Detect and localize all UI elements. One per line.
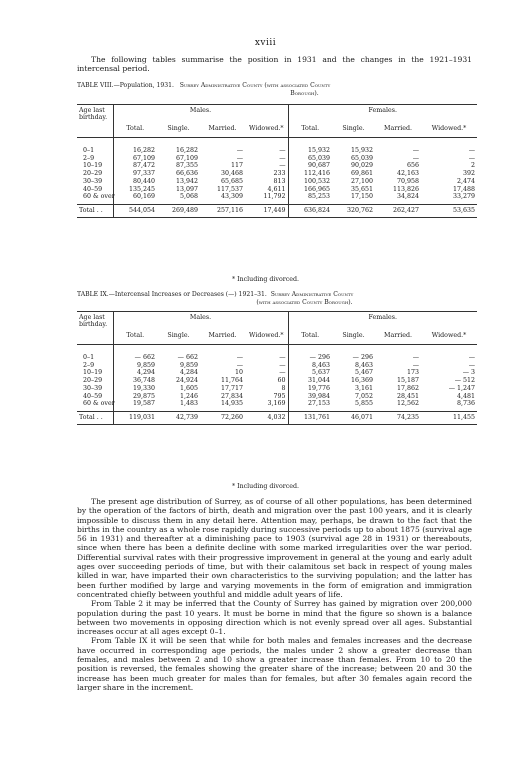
table9-value-cell: 16,369 (350, 377, 373, 385)
table8-value-cell: — (245, 162, 288, 170)
table9-value-cell: 28,451 (396, 392, 419, 400)
table9-age-header: Age last birthday. (77, 312, 113, 345)
table8-row (77, 186, 477, 194)
table9-age-cell: 10–19 (77, 369, 113, 377)
table9-total-cell: 11,455 (421, 411, 477, 424)
table9-value-cell: — 296 (309, 354, 330, 361)
table9-value-cell: 3,161 (354, 384, 373, 392)
table8-age-cell: 30–39 (77, 178, 113, 186)
table8-value-cell: 85,253 (307, 193, 330, 201)
table8-value-cell: 87,355 (175, 162, 198, 170)
intro-paragraph: The following tables summarise the position in 1931 and the changes in the 1921–1931 intercensal period. (77, 55, 472, 74)
table9-col-header: Total. (113, 327, 157, 345)
table9-caption (77, 291, 472, 307)
table9-col-header: Single. (332, 327, 375, 345)
table9-value-cell: 4,284 (179, 369, 198, 377)
table8-value-cell: 69,861 (350, 170, 373, 178)
table8-total-cell: 262,427 (375, 204, 421, 217)
table8-value-cell: 17,150 (350, 193, 373, 201)
table9-age-cell: 20–29 (77, 377, 113, 385)
table8-caption-subject: Surrey Administrative County (with associated County (179, 82, 331, 89)
table8-age-cell: 0–1 (77, 138, 113, 155)
table9-value-cell: 10 (234, 369, 243, 377)
table8-value-cell: 80,440 (132, 177, 155, 185)
table8-value-cell: 65,039 (350, 154, 373, 162)
table9-females-header: Females. (288, 312, 477, 328)
table9-value-cell: 1,605 (179, 384, 198, 392)
table8-value-cell: 117,537 (216, 185, 243, 193)
table9-value-cell: 173 (406, 369, 419, 377)
table9-value-cell: 4,481 (456, 392, 476, 400)
table9-value-cell: 19,776 (307, 384, 330, 392)
table9-value-cell: 1,246 (179, 392, 198, 400)
table9-footnote: * Including divorced. (231, 483, 300, 490)
table8-age-cell: 2–9 (77, 155, 113, 163)
table8-age-cell: 40–59 (77, 186, 113, 194)
table9-age-cell: 40–59 (77, 393, 113, 401)
table8-value-cell: 70,958 (396, 177, 419, 185)
table9-total-cell: 42,739 (157, 411, 200, 424)
table9-value-cell: 19,330 (132, 384, 155, 392)
table9-value-cell: 7,052 (354, 392, 373, 400)
table8-total-cell: 269,489 (157, 204, 200, 217)
table9-value-cell: 60 (245, 377, 288, 385)
table8-value-cell: — (245, 155, 288, 163)
table8-row (77, 170, 477, 178)
table8-row (77, 178, 477, 186)
table8-total-cell: 544,054 (113, 204, 157, 217)
table8-value-cell: 65,039 (307, 154, 330, 162)
table8-value-cell: 16,282 (132, 147, 155, 154)
table9-total-cell: 72,260 (200, 411, 245, 424)
table8-col-header: Single. (332, 120, 375, 138)
table8-value-cell: 5,068 (179, 193, 198, 201)
table9-value-cell: — (245, 362, 288, 370)
table9-value-cell: — (245, 369, 288, 377)
table8-caption-title: TABLE VIII.—Population, 1931. (77, 82, 174, 89)
table9-caption-cont: (with associated County Borough). (256, 299, 353, 306)
table9-males-header: Males. (113, 312, 288, 328)
table8-value-cell: 97,337 (132, 170, 155, 178)
table9-value-cell: 9,859 (179, 361, 198, 369)
table8-value-cell: — (236, 147, 243, 154)
table8-col-header: Widowed.* (245, 120, 288, 138)
table9-value-cell: 11,764 (220, 377, 243, 385)
table8-value-cell: 813 (245, 178, 288, 186)
table9-value-cell: 19,587 (132, 400, 155, 408)
table9-value-cell: — (412, 354, 419, 361)
table9-value-cell: 8,736 (456, 400, 476, 408)
table9-body (77, 345, 477, 425)
table8-value-cell: — (245, 138, 288, 155)
table9-value-cell: 27,153 (307, 400, 330, 408)
table9-age-cell: 2–9 (77, 362, 113, 370)
table8-value-cell: 117 (230, 162, 243, 170)
table8-caption (77, 82, 472, 98)
table9-total-cell: 4,032 (245, 411, 288, 424)
table9-total-cell: 74,235 (375, 411, 421, 424)
table9-value-cell: — 512 (454, 377, 476, 385)
table8-value-cell: — (236, 154, 243, 162)
table8-col-headers (77, 120, 477, 138)
table9-caption-title: TABLE IX.—Intercensal Increases or Decreases (—) 1921–31. (77, 291, 267, 298)
table8-value-cell: 34,824 (396, 193, 419, 201)
table8-col-header: Total. (113, 120, 157, 138)
table9-row (77, 362, 477, 370)
table8-total-label: Total . . (77, 204, 113, 217)
table9-row (77, 393, 477, 401)
table8-value-cell: — (412, 154, 419, 162)
table8-body (77, 138, 477, 218)
table8-age-header: Age last birthday. (77, 105, 113, 138)
table8-value-cell: 43,309 (220, 193, 243, 201)
table8-value-cell: 42,163 (396, 170, 419, 178)
table8-value-cell: 16,282 (175, 147, 198, 154)
table9-value-cell: — 296 (352, 354, 373, 361)
table8-row (77, 138, 477, 155)
paragraph-table9-analysis: From Table IX it will be seen that while for both males and females increases and the decrease have occurred in corresponding age periods, the males under 2 show a greater decrease than females, and males between 2 and 10 show a greater increase than females. From 10 to 20 the position is reversed, the females showing the greater share of the increase; between 20 and 30 the increase has been much greater for males than for females, but after 30 females again record the larger share in the increment. (77, 636, 472, 692)
table8-value-cell: 135,245 (128, 185, 155, 193)
table8-row (77, 155, 477, 163)
table9-value-cell: — (245, 345, 288, 362)
table8-value-cell: 67,109 (132, 154, 155, 162)
body-text (77, 497, 472, 692)
table8-row (77, 162, 477, 170)
table8-value-cell: 66,636 (175, 170, 198, 178)
table9-row (77, 377, 477, 385)
table9-value-cell: 795 (245, 393, 288, 401)
table9-value-cell: — 1,247 (448, 384, 476, 392)
table8-value-cell: 27,100 (350, 177, 373, 185)
table9-value-cell: 31,044 (307, 377, 330, 385)
table9-value-cell: — (236, 354, 243, 361)
table9-value-cell: — 662 (177, 354, 198, 361)
table9-value-cell: 9,859 (136, 361, 155, 369)
table9-value-cell: — (236, 361, 243, 369)
table8-value-cell: — (412, 147, 419, 154)
table9-age-cell: 0–1 (77, 345, 113, 362)
table9-row (77, 400, 477, 411)
table8-value-cell: 15,932 (350, 147, 373, 154)
table8-value-cell: 13,097 (175, 185, 198, 193)
paragraph-migration: From Table 2 it may be inferred that the County of Surrey has gained by migration over 200,000 population during the past 10 years. It must be borne in mind that the figure so shown is a balance between two movements in opposing direction which is not evenly spread over all ages. Substantial increases occur at all ages except 0–1. (77, 599, 472, 637)
table8-value-cell: 67,109 (175, 154, 198, 162)
table9-row (77, 385, 477, 393)
table9-total-cell: 131,761 (288, 411, 332, 424)
table8-value-cell: 87,472 (132, 162, 155, 170)
table8-value-cell: 13,942 (175, 177, 198, 185)
table8-value-cell: 65,685 (220, 177, 243, 185)
table9-value-cell: — (412, 361, 419, 369)
table8-value-cell: 11,792 (245, 193, 288, 204)
table8-col-header: Married. (375, 120, 421, 138)
table8-value-cell: 60,169 (132, 193, 155, 201)
table8-col-header: Married. (200, 120, 245, 138)
table8-caption-cont: Borough). (290, 90, 319, 97)
table8-total-cell: 257,116 (200, 204, 245, 217)
table9-col-header: Widowed.* (245, 327, 288, 345)
table9-total-row (77, 411, 477, 424)
table8-total-cell: 320,762 (332, 204, 375, 217)
table9-value-cell: 17,862 (396, 384, 419, 392)
table9-row (77, 369, 477, 377)
table9-total-cell: 119,031 (113, 411, 157, 424)
table8-value-cell: — (468, 147, 476, 154)
table8-col-header: Total. (288, 120, 332, 138)
table9-value-cell: — 3 (462, 369, 476, 377)
table8-value-cell: 166,965 (303, 185, 330, 193)
table8-value-cell: 4,611 (245, 186, 288, 194)
table9-row (77, 345, 477, 362)
table9-value-cell: 29,875 (132, 392, 155, 400)
table9-value-cell: 8,463 (354, 361, 373, 369)
table9-col-headers (77, 327, 477, 345)
table9-value-cell: 5,855 (354, 400, 373, 408)
table9-value-cell: 5,637 (311, 369, 330, 377)
table8-value-cell: 233 (245, 170, 288, 178)
table8 (77, 104, 477, 218)
table8-age-cell: 60 & over (77, 193, 113, 204)
table8-value-cell: — (468, 154, 476, 162)
table8-value-cell: 33,279 (452, 193, 476, 201)
table9-value-cell: 27,834 (220, 392, 243, 400)
table8-value-cell: 30,468 (220, 170, 243, 178)
table8-age-cell: 20–29 (77, 170, 113, 178)
table9-value-cell: — (468, 354, 476, 361)
table8-value-cell: 90,687 (307, 162, 330, 170)
table8-value-cell: 15,932 (307, 147, 330, 154)
table8-total-row (77, 204, 477, 217)
table8-males-header: Males. (113, 105, 288, 121)
table8-value-cell: 100,532 (303, 177, 330, 185)
table8-total-cell: 636,824 (288, 204, 332, 217)
table9-caption-subject: Surrey Administrative County (270, 291, 354, 298)
table8-value-cell: 17,488 (452, 185, 476, 193)
table8-total-cell: 53,635 (421, 204, 477, 217)
table9-value-cell: 12,562 (396, 400, 419, 408)
table9-value-cell: 39,984 (307, 392, 330, 400)
table8-col-header: Widowed.* (421, 120, 477, 138)
table9-value-cell: 14,935 (220, 400, 243, 408)
table9-total-cell: 46,071 (332, 411, 375, 424)
table9-value-cell: — 662 (134, 354, 155, 361)
table9-total-label: Total . . (77, 411, 113, 424)
table9-value-cell: 8 (245, 385, 288, 393)
table9-age-cell: 30–39 (77, 385, 113, 393)
table9-value-cell: 1,483 (179, 400, 198, 408)
table8-value-cell: 112,416 (303, 170, 330, 178)
table8-value-cell: 113,826 (392, 185, 419, 193)
table8-value-cell: 35,651 (350, 185, 373, 193)
table9-col-header: Single. (157, 327, 200, 345)
table9-col-header: Total. (288, 327, 332, 345)
table8-age-cell: 10–19 (77, 162, 113, 170)
table9-col-header: Married. (375, 327, 421, 345)
table9-value-cell: 3,169 (245, 400, 288, 411)
table9-value-cell: 36,748 (132, 377, 155, 385)
table9-value-cell: 17,717 (220, 384, 243, 392)
table8-footnote: * Including divorced. (231, 276, 300, 283)
table8-value-cell: 90,029 (350, 162, 373, 170)
table9-value-cell: 8,463 (311, 361, 330, 369)
page-number: xviii (254, 38, 277, 48)
table8-value-cell: 2,474 (456, 177, 476, 185)
table9-value-cell: 15,187 (396, 377, 419, 385)
table9-value-cell: 4,294 (136, 369, 155, 377)
table8-row (77, 193, 477, 204)
table9-age-cell: 60 & over (77, 400, 113, 411)
table9-col-header: Married. (200, 327, 245, 345)
table8-value-cell: 656 (406, 162, 419, 170)
table9 (77, 311, 477, 425)
table9-value-cell: 24,924 (175, 377, 198, 385)
table9-value-cell: — (468, 361, 476, 369)
paragraph-age-distribution: The present age distribution of Surrey, as of course of all other populations, has been determined by the operation of the factors of birth, death and migration over the past 100 years, and it is clearly impossible to discuss them in any detail here. Attention may, perhaps, be drawn to the fact that the births in the country as a whole rose rapidly during successive periods up to about 1875 (survival age 56 in 1931) and thereafter at a diminishing pace to 1903 (survival age 28 in 1931) or thereabouts, since when there has been a definite decline with some marked irregularities over the war period. Differential survival rates with their progressive improvement in general at the young and early adult ages over succeeding periods of time, but with their calamitous set back in respect of young males killed in war, have imparted their own characteristics to the surviving population; and the latter has been further modified by large and varying movements in the form of emigration and immigration concentrated chiefly between youthful and middle adult years of life. (77, 497, 472, 599)
table9-col-header: Widowed.* (421, 327, 477, 345)
table8-col-header: Single. (157, 120, 200, 138)
table8-value-cell: 392 (462, 170, 476, 178)
table8-value-cell: 2 (471, 162, 476, 170)
table8-total-cell: 17,449 (245, 204, 288, 217)
table9-value-cell: 5,467 (354, 369, 373, 377)
table8-females-header: Females. (288, 105, 477, 121)
